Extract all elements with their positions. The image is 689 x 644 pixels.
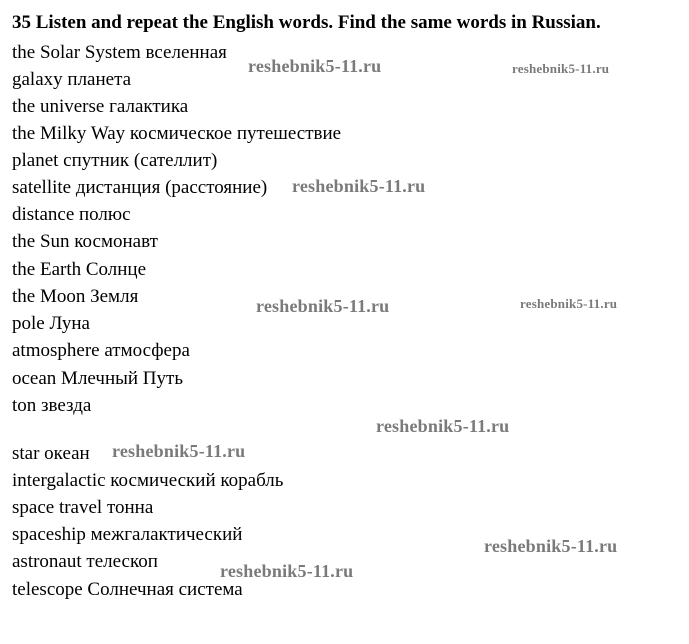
watermark: reshebnik5-11.ru bbox=[376, 416, 510, 436]
word-pair-line: intergalactic космический корабль bbox=[12, 470, 284, 491]
word-pair-line: the universe галактика bbox=[12, 96, 189, 117]
word-pair-line: the Solar System вселенная bbox=[12, 42, 227, 63]
word-pair-line: pole Луна bbox=[12, 313, 90, 334]
exercise-title: 35 Listen and repeat the English words. Find the same words in Russian. bbox=[12, 12, 601, 33]
word-pair-line: galaxy планета bbox=[12, 69, 132, 90]
word-pair-line: star океан bbox=[12, 443, 90, 464]
word-pair-line: astronaut телескоп bbox=[12, 551, 158, 572]
word-pair-line: telescope Солнечная система bbox=[12, 579, 243, 600]
watermark: reshebnik5-11.ru bbox=[248, 56, 382, 76]
word-pair-line: satellite дистанция (расстояние) bbox=[12, 177, 268, 198]
watermark: reshebnik5-11.ru bbox=[112, 441, 246, 461]
watermark: reshebnik5-11.ru bbox=[220, 561, 354, 581]
word-pair-line: distance полюс bbox=[12, 204, 131, 225]
word-pair-line: planet спутник (сателлит) bbox=[12, 150, 218, 171]
word-pair-line: the Earth Солнце bbox=[12, 259, 147, 280]
word-pair-line: space travel тонна bbox=[12, 497, 154, 518]
watermark: reshebnik5-11.ru bbox=[520, 296, 618, 311]
word-pair-line: atmosphere атмосфера bbox=[12, 340, 190, 361]
word-pair-line: ton звезда bbox=[12, 395, 92, 416]
word-pair-line: the Sun космонавт bbox=[12, 231, 158, 252]
watermark: reshebnik5-11.ru bbox=[484, 536, 618, 556]
watermark: reshebnik5-11.ru bbox=[256, 296, 390, 316]
word-pair-line: ocean Млечный Путь bbox=[12, 368, 183, 389]
word-pair-line: the Moon Земля bbox=[12, 286, 139, 307]
word-pair-line: the Milky Way космическое путешествие bbox=[12, 123, 342, 144]
word-pair-line: spaceship межгалактический bbox=[12, 524, 243, 545]
watermark: reshebnik5-11.ru bbox=[292, 176, 426, 196]
watermark: reshebnik5-11.ru bbox=[512, 61, 610, 76]
